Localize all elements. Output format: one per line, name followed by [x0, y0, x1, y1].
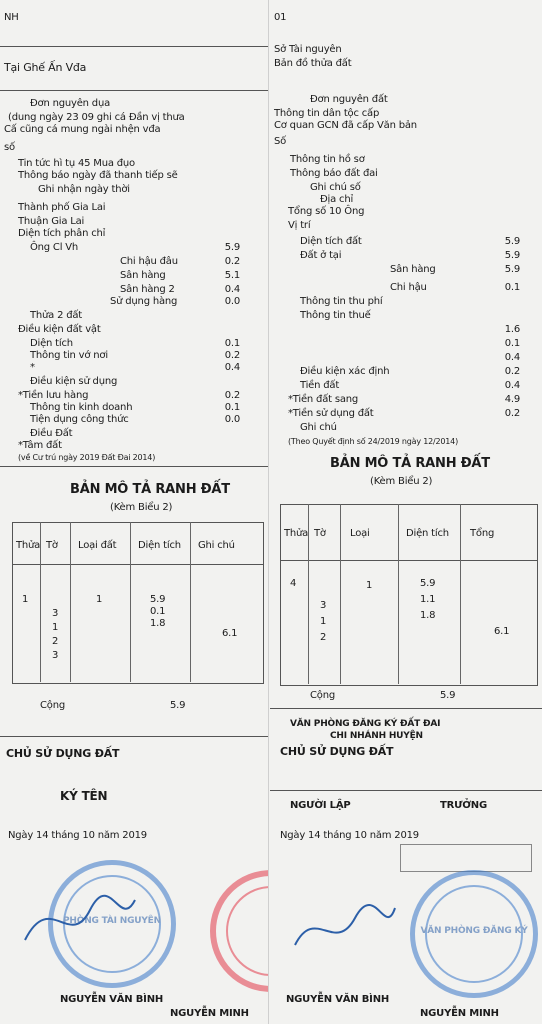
left-item-label: Sân hàng: [120, 270, 166, 281]
table-cell: 1.1: [420, 594, 436, 605]
table-cell: 6.1: [494, 626, 510, 637]
left-signer-2: NGUYỄN MINH: [170, 1008, 249, 1019]
left-note-value: 0.1: [224, 402, 240, 413]
table-header-line: [12, 564, 264, 565]
right-signer: NGUYỄN VĂN BÌNH: [286, 994, 390, 1005]
table-cell: 1.8: [150, 618, 166, 629]
right-row-b3: Địa chỉ: [320, 194, 354, 205]
left-note-value: 0.2: [224, 350, 240, 361]
table-col-line: [460, 504, 461, 684]
right-item-label: Đất ở tại: [300, 250, 342, 261]
table-cell: 1: [52, 622, 59, 633]
total-label: Cộng: [40, 700, 65, 711]
right-document: [270, 0, 542, 1024]
right-item-label: Chi hậu: [390, 282, 427, 293]
right-sign-title: CHỦ SỬ DỤNG ĐẤT: [280, 745, 394, 758]
table-col-line: [190, 522, 191, 682]
table-col-line: [340, 504, 341, 684]
blue-stamp-icon: [410, 870, 538, 998]
left-title: Tại Ghế Ấn Vđa: [4, 61, 87, 74]
left-row-a2: Cấ cũng cá mung ngài nhện vđa: [4, 124, 161, 135]
table-header: Ghi chú: [198, 540, 235, 551]
table-cell: 1: [320, 616, 327, 627]
left-item-label: Thửa 2 đất: [30, 310, 83, 321]
total-label: Cộng: [310, 690, 335, 701]
right-item-label: Sân hàng: [390, 264, 436, 275]
table-col-line: [40, 522, 41, 682]
left-note: *: [30, 362, 35, 373]
left-note-value: 0.0: [224, 414, 240, 425]
divider: [0, 46, 268, 47]
right-signer-2: NGUYỄN MINH: [420, 1008, 499, 1019]
right-row-a0: Đơn nguyên đất: [310, 94, 388, 105]
office-line-1: VĂN PHÒNG ĐĂNG KÝ ĐẤT ĐAI: [290, 719, 441, 729]
left-item-label: Sân hàng 2: [120, 284, 175, 295]
table-col-line: [70, 522, 71, 682]
table-cell: 1: [22, 594, 29, 605]
left-note-value: 0.1: [224, 338, 240, 349]
left-row-b5: Diện tích phân chỉ: [18, 228, 106, 239]
table-cell: 6.1: [222, 628, 238, 639]
right-row-a1: Thông tin dân tộc cấp: [274, 108, 380, 119]
right-footer-note: (Theo Quyết định số 24/2019 ngày 12/2014): [288, 437, 458, 446]
col-a-title: NGƯỜI LẬP: [290, 800, 351, 811]
left-sign-sub: KÝ TÊN: [60, 789, 108, 803]
table-col-line: [130, 522, 131, 682]
left-note: Điều kiện đất vật: [18, 324, 101, 335]
right-note: Tiền đất: [300, 380, 340, 391]
right-item-value: 5.9: [504, 236, 520, 247]
left-note: *Tiền lưu hàng: [18, 390, 89, 401]
left-note: *Tâm đất: [18, 440, 62, 451]
left-item-value: 5.9: [224, 242, 240, 253]
table-header: Thửa: [16, 540, 41, 551]
right-item-value: 0.1: [504, 282, 520, 293]
left-note: Diện tích: [30, 338, 73, 349]
right-item-label: Diện tích đất: [300, 236, 362, 247]
left-note: Thông tin vớ nơi: [30, 350, 108, 361]
table-cell: 3: [52, 650, 59, 661]
left-note-value: 0.2: [224, 390, 240, 401]
left-note: Điều Đất: [30, 428, 73, 439]
left-row-b2: Ghi nhận ngày thời: [38, 184, 130, 195]
right-title: Sở Tài nguyên: [274, 44, 342, 55]
total-value: 5.9: [440, 690, 456, 701]
divider: [270, 790, 542, 791]
left-note: Tiện dụng công thức: [30, 414, 129, 425]
table-header: Loại: [350, 528, 370, 539]
right-note-value: 0.4: [504, 380, 520, 391]
right-note: Ghi chú: [300, 422, 337, 433]
table-cell: 0.1: [150, 606, 166, 617]
col-b-title: TRƯỞNG: [440, 800, 487, 811]
total-value: 5.9: [170, 700, 186, 711]
right-row-b4: Tổng số 10 Ông: [288, 206, 365, 217]
table-cell: 1: [96, 594, 103, 605]
left-signer: NGUYỄN VĂN BÌNH: [60, 994, 164, 1005]
table-cell: 2: [52, 636, 59, 647]
table-header: Thửa: [284, 528, 309, 539]
table-cell: 3: [320, 600, 327, 611]
left-note-value: 0.4: [224, 362, 240, 373]
right-row-b2: Ghi chú số: [310, 182, 361, 193]
left-row-b1: Thông báo ngày đã thanh tiếp sẽ: [18, 170, 178, 181]
stamp-frame: [400, 844, 532, 872]
left-section-title: BẢN MÔ TẢ RANH ĐẤT: [70, 482, 230, 497]
signature-icon: [290, 890, 400, 970]
right-row-b0: Thông tin hồ sơ: [290, 154, 365, 165]
signature-icon: [20, 880, 140, 960]
table-cell: 5.9: [420, 578, 436, 589]
left-item-value: 0.2: [224, 256, 240, 267]
stamp-text: PHÒNG TÀI NGUYÊN: [63, 916, 161, 926]
left-item-value: 0.4: [224, 284, 240, 295]
right-note-value: 0.1: [504, 338, 520, 349]
left-item-label: Chi hậu đâu: [120, 256, 178, 267]
right-row-b5: Vị trí: [288, 220, 311, 231]
right-note-value: 4.9: [504, 394, 520, 405]
left-section-sub: (Kèm Biểu 2): [110, 502, 173, 513]
left-row-a1: (dung ngày 23 09 ghi cá Đần vị thưa: [8, 112, 185, 123]
table-cell: 4: [290, 578, 297, 589]
table-header: Tờ: [314, 528, 326, 539]
right-note: *Tiền đất sang: [288, 394, 359, 405]
left-footer-note: (về Cư trú ngày 2019 Đất Đai 2014): [18, 453, 156, 462]
left-item-label: Ông Cl Vh: [30, 242, 79, 253]
right-note: Thông tin thuế: [300, 310, 371, 321]
stamp-text: VĂN PHÒNG ĐĂNG KÝ: [420, 926, 528, 936]
right-note-value: 0.2: [504, 408, 520, 419]
right-note-value: 0.4: [504, 352, 520, 363]
divider: [0, 466, 268, 467]
left-item-label: Sử dụng hàng: [110, 296, 178, 307]
right-note: Thông tin thu phí: [300, 296, 383, 307]
table-header: Tổng: [470, 528, 495, 539]
divider: [270, 708, 542, 709]
table-cell: 1: [366, 580, 373, 591]
right-header: 01: [274, 12, 287, 23]
right-date: Ngày 14 tháng 10 năm 2019: [280, 830, 419, 841]
office-line-2: CHI NHÁNH HUYỆN: [330, 731, 423, 741]
left-item-value: 5.1: [224, 270, 240, 281]
left-note: Điều kiện sử dụng: [30, 376, 118, 387]
left-item-value: 0.0: [224, 296, 240, 307]
divider: [0, 90, 268, 91]
right-row-a2: Cơ quan GCN đã cấp Văn bản: [274, 120, 417, 131]
right-section-title: BẢN MÔ TẢ RANH ĐẤT: [330, 456, 490, 471]
right-title-2: Bản đồ thửa đất: [274, 58, 352, 69]
right-item-value: 5.9: [504, 250, 520, 261]
right-note-value: 0.2: [504, 366, 520, 377]
table-cell: 5.9: [150, 594, 166, 605]
table-cell: 2: [320, 632, 327, 643]
right-section-sub: (Kèm Biểu 2): [370, 476, 433, 487]
left-sign-title: CHỦ SỬ DỤNG ĐẤT: [6, 747, 120, 760]
table-header: Diện tích: [138, 540, 181, 551]
right-item-value: 5.9: [504, 264, 520, 275]
table-cell: 1.8: [420, 610, 436, 621]
left-note: Thông tin kinh doanh: [30, 402, 133, 413]
left-row-a0: Đơn nguyên dụa: [30, 98, 111, 109]
left-date: Ngày 14 tháng 10 năm 2019: [8, 830, 147, 841]
left-row-b0: Tin tức hì tụ 45 Mua đụo: [18, 158, 135, 169]
table-header: Loại đất: [78, 540, 117, 551]
table-cell: 3: [52, 608, 59, 619]
table-header: Tờ: [46, 540, 58, 551]
left-header: NH: [4, 12, 19, 23]
table-header-line: [280, 560, 538, 561]
left-document: [0, 0, 269, 1024]
divider: [0, 736, 268, 737]
right-row-b1: Thông báo đất đai: [290, 168, 378, 179]
left-row-b3: Thành phố Gia Lai: [18, 202, 106, 213]
left-row-a3: số: [4, 142, 15, 153]
red-stamp-icon: [210, 870, 269, 992]
table-header: Diện tích: [406, 528, 449, 539]
table-col-line: [308, 504, 309, 684]
right-note: Điều kiện xác định: [300, 366, 390, 377]
left-row-b4: Thuận Gia Lai: [18, 216, 85, 227]
right-note-value: 1.6: [504, 324, 520, 335]
right-note: *Tiền sử dụng đất: [288, 408, 374, 419]
right-row-a3: Số: [274, 136, 287, 147]
table-col-line: [398, 504, 399, 684]
